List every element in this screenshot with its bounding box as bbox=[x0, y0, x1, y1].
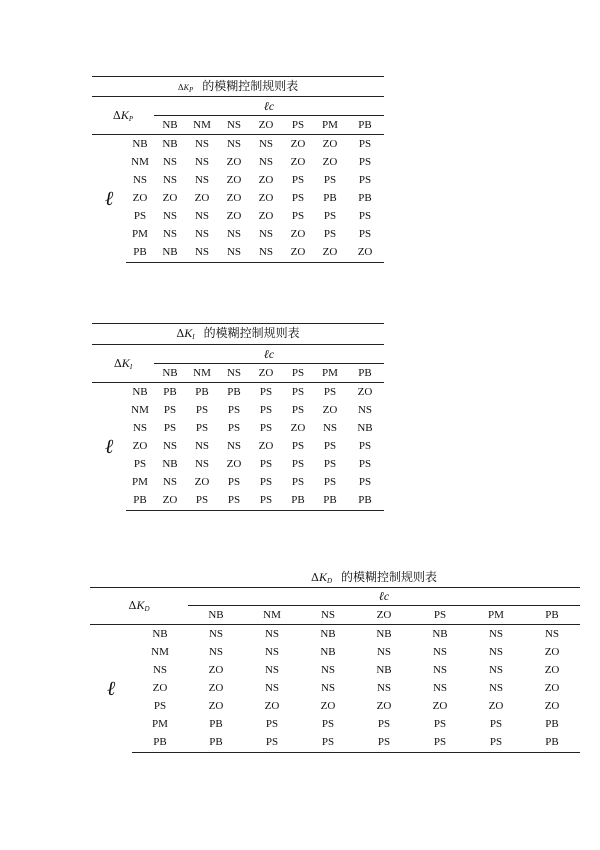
table-cell: PB bbox=[195, 385, 209, 398]
table-cell: NS bbox=[264, 682, 280, 694]
table-cell: PS bbox=[358, 210, 372, 222]
table-row bbox=[92, 226, 384, 244]
table-cell: NS bbox=[218, 244, 250, 263]
table-cell: PS bbox=[377, 718, 391, 730]
column-header: NS bbox=[300, 606, 356, 625]
table-cell: NS bbox=[357, 404, 373, 416]
table-cell: PB bbox=[163, 385, 177, 398]
table-row bbox=[92, 190, 384, 208]
k-subscript: I bbox=[192, 333, 195, 341]
table-cell: ZO bbox=[258, 440, 274, 452]
k-variable: K bbox=[121, 355, 130, 370]
column-header: PS bbox=[282, 364, 314, 383]
kd-rule-table bbox=[90, 587, 580, 753]
k-subscript: D bbox=[144, 605, 150, 613]
table-cell: NS bbox=[322, 422, 338, 434]
table-cell: NS bbox=[250, 244, 282, 263]
table-cell: NS bbox=[488, 646, 504, 658]
table-cell: NS bbox=[432, 664, 448, 676]
table-cell: PB bbox=[545, 718, 559, 730]
table-cell: NS bbox=[258, 228, 274, 240]
table-cell: PB bbox=[314, 492, 346, 511]
delta-symbol: Δ bbox=[113, 356, 122, 370]
table-cell: ZO bbox=[258, 210, 274, 222]
table-cell: NB bbox=[357, 422, 373, 434]
table-cell: PS bbox=[186, 492, 218, 511]
table-cell: NS bbox=[208, 646, 224, 658]
table-row bbox=[90, 698, 580, 716]
row-label: PS bbox=[133, 458, 147, 470]
table-cell: NS bbox=[162, 476, 178, 488]
delta-symbol: Δ bbox=[128, 599, 137, 612]
delta-symbol: Δ bbox=[176, 327, 185, 340]
table-cell: PS bbox=[323, 458, 337, 470]
table-cell: NS bbox=[264, 627, 280, 640]
table-cell: PS bbox=[433, 718, 447, 730]
column-header: NM bbox=[186, 116, 218, 135]
kd-table-title bbox=[311, 568, 437, 585]
table-cell: NS bbox=[208, 627, 224, 640]
table-cell: PS bbox=[358, 458, 372, 470]
row-label: PB bbox=[126, 244, 154, 263]
row-label: ZO bbox=[132, 192, 148, 204]
error-header: ℓ bbox=[104, 187, 114, 210]
table-cell: PS bbox=[195, 422, 209, 434]
row-label: PM bbox=[152, 718, 168, 730]
table-row bbox=[90, 625, 580, 644]
table-cell: ZO bbox=[194, 476, 210, 488]
table-cell: PS bbox=[358, 156, 372, 168]
table-cell: PS bbox=[163, 422, 177, 434]
table-cell: PS bbox=[323, 228, 337, 240]
row-label: NS bbox=[132, 422, 148, 434]
table-cell: ZO bbox=[226, 174, 242, 186]
table-cell: PS bbox=[259, 385, 273, 398]
table-cell: NB bbox=[376, 664, 392, 676]
table-cell: NS bbox=[264, 646, 280, 658]
k-subscript: P bbox=[188, 85, 194, 94]
table-cell: NB bbox=[376, 627, 392, 640]
table-cell: ZO bbox=[544, 664, 560, 676]
title-text: 的模糊控制规则表 bbox=[202, 78, 299, 93]
table-cell: PS bbox=[259, 476, 273, 488]
table-cell: NS bbox=[162, 440, 178, 452]
row-label: PM bbox=[132, 228, 148, 240]
column-header: PB bbox=[524, 606, 580, 625]
table-cell: ZO bbox=[208, 664, 224, 676]
table-cell: PS bbox=[244, 734, 300, 753]
row-label: NM bbox=[131, 156, 149, 168]
table-cell: ZO bbox=[346, 244, 384, 263]
table-cell: ZO bbox=[290, 156, 306, 168]
table-cell: ZO bbox=[226, 458, 242, 470]
table-cell: PB bbox=[227, 385, 241, 398]
table-cell: NS bbox=[194, 156, 210, 168]
table-row bbox=[90, 734, 580, 753]
table-cell: PS bbox=[356, 734, 412, 753]
table-cell: PS bbox=[291, 440, 305, 452]
k-variable: K bbox=[318, 570, 327, 584]
table-row bbox=[92, 208, 384, 226]
column-header: NM bbox=[244, 606, 300, 625]
column-header: ZO bbox=[356, 606, 412, 625]
column-header: NB bbox=[154, 116, 186, 135]
table-cell: NS bbox=[162, 174, 178, 186]
table-cell: PS bbox=[259, 422, 273, 434]
table-cell: PS bbox=[291, 210, 305, 222]
table-cell: PS bbox=[489, 718, 503, 730]
table-cell: ZO bbox=[357, 385, 373, 398]
column-header: NB bbox=[188, 606, 244, 625]
table-cell: NS bbox=[162, 156, 178, 168]
k-variable: K bbox=[183, 82, 189, 92]
table-cell: ZO bbox=[264, 700, 280, 712]
table-cell: PS bbox=[291, 385, 305, 398]
table-row bbox=[90, 644, 580, 662]
row-label: NB bbox=[132, 385, 148, 398]
table-cell: PB bbox=[323, 192, 337, 204]
table-cell: NS bbox=[226, 228, 242, 240]
column-header: NS bbox=[218, 116, 250, 135]
table-cell: NS bbox=[226, 440, 242, 452]
table-cell: PS bbox=[195, 404, 209, 416]
table-cell: PS bbox=[358, 476, 372, 488]
row-label: NS bbox=[132, 174, 148, 186]
column-header: PS bbox=[282, 116, 314, 135]
table-cell: PS bbox=[323, 385, 337, 398]
table-cell: NB bbox=[162, 137, 178, 150]
table-cell: PS bbox=[323, 440, 337, 452]
row-label: ZO bbox=[152, 682, 168, 694]
table-cell: ZO bbox=[290, 228, 306, 240]
table-cell: PS bbox=[291, 404, 305, 416]
table-cell: NB bbox=[432, 627, 448, 640]
row-label: PB bbox=[132, 734, 188, 753]
table-cell: PS bbox=[250, 492, 282, 511]
table-row bbox=[92, 438, 384, 456]
table-cell: NS bbox=[194, 210, 210, 222]
table-cell: PS bbox=[323, 210, 337, 222]
table-cell: ZO bbox=[488, 700, 504, 712]
column-header: PS bbox=[412, 606, 468, 625]
title-text: 的模糊控制规则表 bbox=[341, 570, 438, 584]
table-cell: NS bbox=[162, 228, 178, 240]
table-cell: ZO bbox=[194, 192, 210, 204]
table-cell: PB bbox=[346, 492, 384, 511]
corner-header bbox=[92, 345, 154, 383]
table-cell: PS bbox=[321, 718, 335, 730]
table-cell: PB bbox=[209, 718, 223, 730]
table-cell: ZO bbox=[290, 137, 306, 150]
table-cell: NS bbox=[488, 682, 504, 694]
table-cell: PB bbox=[524, 734, 580, 753]
title-text: 的模糊控制规则表 bbox=[203, 326, 300, 340]
table-cell: NS bbox=[194, 174, 210, 186]
table-row bbox=[90, 662, 580, 680]
k-subscript: I bbox=[129, 362, 133, 371]
table-cell: PS bbox=[291, 174, 305, 186]
table-cell: ZO bbox=[432, 700, 448, 712]
error-change-header: ℓc bbox=[188, 588, 580, 606]
table-row bbox=[92, 172, 384, 190]
table-cell: ZO bbox=[162, 192, 178, 204]
table-cell: PS bbox=[291, 458, 305, 470]
table-cell: NB bbox=[320, 627, 336, 640]
table-row bbox=[90, 716, 580, 734]
table-cell: PS bbox=[259, 458, 273, 470]
table-cell: PS bbox=[300, 734, 356, 753]
table-cell: NB bbox=[154, 244, 186, 263]
table-cell: NS bbox=[194, 228, 210, 240]
table-cell: ZO bbox=[544, 700, 560, 712]
row-label: PB bbox=[126, 492, 154, 511]
corner-header bbox=[92, 97, 154, 135]
table-row bbox=[92, 135, 384, 154]
table-row bbox=[90, 680, 580, 698]
kp-rule-table bbox=[92, 76, 384, 263]
table-cell: PS bbox=[227, 476, 241, 488]
table-row bbox=[92, 244, 384, 263]
column-header: NM bbox=[186, 364, 218, 383]
table-cell: PS bbox=[358, 137, 372, 150]
table-cell: NB bbox=[320, 646, 336, 658]
table-cell: PS bbox=[291, 476, 305, 488]
table-cell: PS bbox=[323, 174, 337, 186]
row-label: NM bbox=[131, 404, 149, 416]
table-cell: NS bbox=[194, 137, 210, 150]
table-cell: NS bbox=[194, 440, 210, 452]
table-cell: NS bbox=[544, 627, 560, 640]
table-cell: ZO bbox=[226, 156, 242, 168]
table-cell: PS bbox=[227, 422, 241, 434]
error-header: ℓ bbox=[104, 435, 114, 458]
table-cell: ZO bbox=[258, 192, 274, 204]
k-subscript: P bbox=[128, 114, 134, 123]
table-row bbox=[92, 456, 384, 474]
table-cell: ZO bbox=[314, 244, 346, 263]
table-cell: ZO bbox=[322, 404, 338, 416]
table-row bbox=[92, 402, 384, 420]
table-cell: PB bbox=[358, 192, 372, 204]
row-label: NS bbox=[152, 664, 168, 676]
table-cell: PS bbox=[227, 404, 241, 416]
table-cell: ZO bbox=[226, 210, 242, 222]
table-cell: ZO bbox=[208, 682, 224, 694]
table-row bbox=[92, 383, 384, 402]
table-cell: NS bbox=[376, 682, 392, 694]
error-change-header: ℓc bbox=[154, 97, 384, 116]
k-variable: K bbox=[184, 326, 193, 340]
table-cell: NS bbox=[432, 682, 448, 694]
row-label: PM bbox=[132, 476, 148, 488]
delta-symbol: Δ bbox=[311, 571, 319, 584]
column-header: NB bbox=[154, 364, 186, 383]
table-cell: PS bbox=[218, 492, 250, 511]
k-variable: K bbox=[136, 598, 145, 612]
table-cell: NS bbox=[258, 156, 274, 168]
column-header: PB bbox=[346, 364, 384, 383]
column-header: ZO bbox=[250, 364, 282, 383]
column-header: PM bbox=[314, 364, 346, 383]
table-cell: NS bbox=[320, 682, 336, 694]
table-cell: NS bbox=[186, 244, 218, 263]
error-header: ℓ bbox=[106, 677, 116, 700]
row-label: PS bbox=[153, 700, 167, 712]
table-cell: ZO bbox=[320, 700, 336, 712]
row-label: NB bbox=[132, 137, 148, 150]
delta-symbol: Δ bbox=[112, 108, 121, 122]
table-cell: PB bbox=[188, 734, 244, 753]
table-cell: NS bbox=[258, 137, 274, 150]
table-cell: NB bbox=[162, 458, 178, 470]
table-cell: NS bbox=[226, 137, 242, 150]
table-cell: NS bbox=[432, 646, 448, 658]
k-variable: K bbox=[120, 107, 129, 122]
column-header: PM bbox=[468, 606, 524, 625]
table-cell: PS bbox=[468, 734, 524, 753]
table-cell: ZO bbox=[322, 137, 338, 150]
k-subscript: D bbox=[326, 577, 333, 585]
table-cell: ZO bbox=[282, 244, 314, 263]
table-cell: PS bbox=[358, 440, 372, 452]
table-row bbox=[92, 154, 384, 172]
table-cell: ZO bbox=[290, 422, 306, 434]
table-cell: NS bbox=[162, 210, 178, 222]
table-cell: PS bbox=[323, 476, 337, 488]
table-title bbox=[92, 77, 384, 97]
row-label: ZO bbox=[132, 440, 148, 452]
table-cell: NS bbox=[376, 646, 392, 658]
table-cell: PS bbox=[265, 718, 279, 730]
column-header: PM bbox=[314, 116, 346, 135]
table-cell: NS bbox=[488, 664, 504, 676]
table-cell: PS bbox=[291, 192, 305, 204]
table-cell: PB bbox=[282, 492, 314, 511]
table-cell: ZO bbox=[208, 700, 224, 712]
table-cell: NS bbox=[320, 664, 336, 676]
ki-rule-table bbox=[92, 323, 384, 511]
table-row bbox=[92, 474, 384, 492]
table-cell: NS bbox=[264, 664, 280, 676]
table-cell: NS bbox=[194, 458, 210, 470]
table-cell: PS bbox=[163, 404, 177, 416]
column-header: ZO bbox=[250, 116, 282, 135]
table-row bbox=[92, 420, 384, 438]
column-header: PB bbox=[346, 116, 384, 135]
error-change-header: ℓc bbox=[154, 345, 384, 364]
table-cell: ZO bbox=[376, 700, 392, 712]
table-cell: ZO bbox=[258, 174, 274, 186]
table-cell: PS bbox=[358, 228, 372, 240]
row-label: PS bbox=[133, 210, 147, 222]
corner-header bbox=[90, 588, 188, 625]
table-cell: PS bbox=[259, 404, 273, 416]
table-cell: NS bbox=[488, 627, 504, 640]
table-cell: ZO bbox=[544, 646, 560, 658]
table-cell: ZO bbox=[544, 682, 560, 694]
column-header: NS bbox=[218, 364, 250, 383]
table-cell: PS bbox=[358, 174, 372, 186]
table-row bbox=[92, 492, 384, 511]
delta-symbol: Δ bbox=[177, 82, 184, 92]
table-cell: PS bbox=[412, 734, 468, 753]
row-label: NB bbox=[152, 627, 168, 640]
table-cell: ZO bbox=[322, 156, 338, 168]
table-cell: ZO bbox=[226, 192, 242, 204]
table-title bbox=[92, 324, 384, 345]
table-cell: ZO bbox=[154, 492, 186, 511]
row-label: NM bbox=[151, 646, 169, 658]
